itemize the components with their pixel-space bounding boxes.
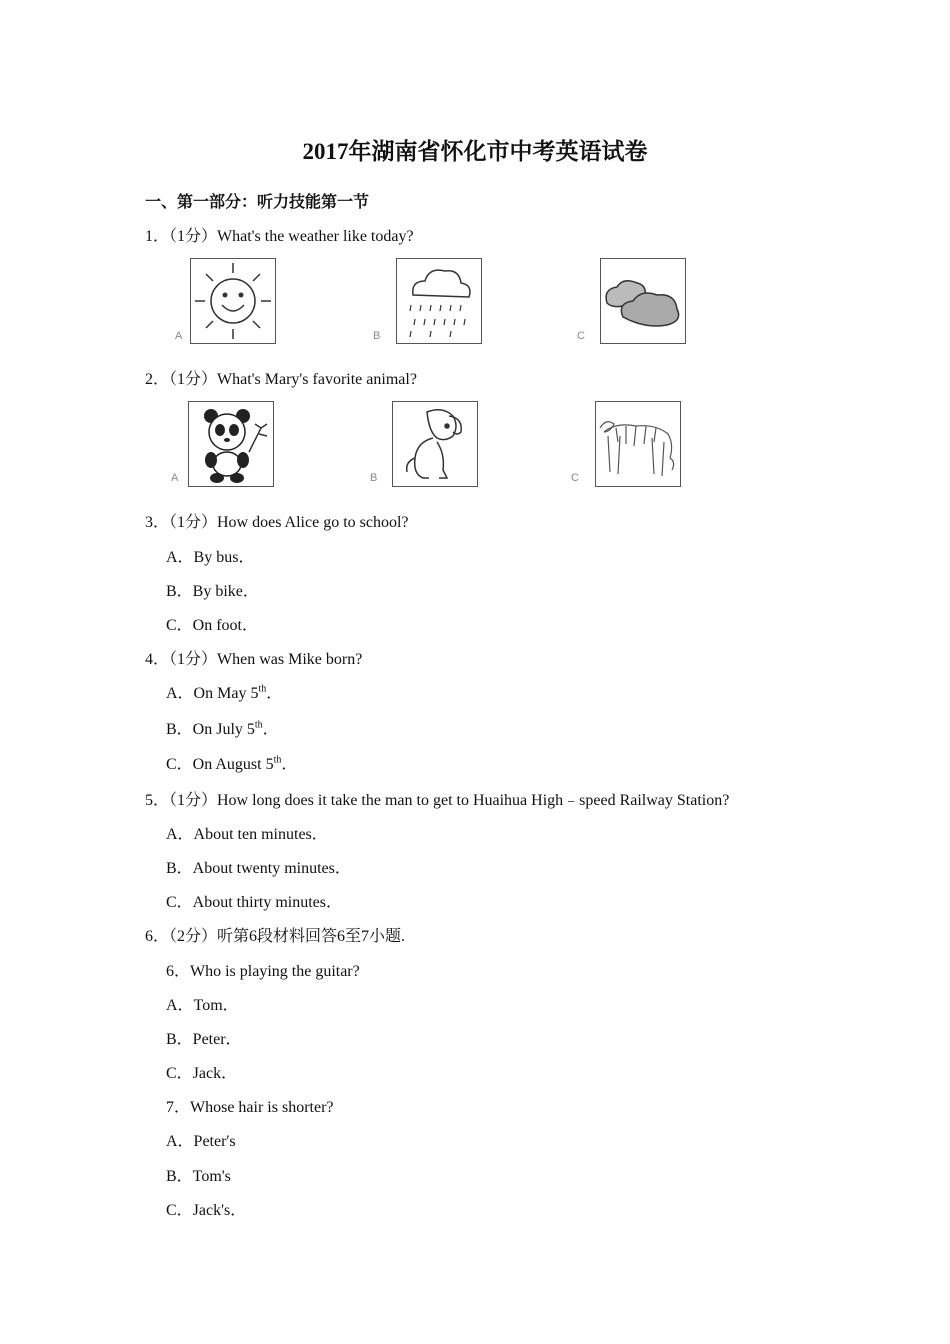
option-label-a: A bbox=[175, 330, 183, 342]
option-b[interactable]: B．About twenty minutes． bbox=[166, 860, 351, 877]
option-punct: ． bbox=[266, 685, 283, 702]
dog-icon[interactable] bbox=[392, 401, 478, 487]
option-label-b: B bbox=[370, 472, 378, 484]
option-a[interactable]: A．Peter's bbox=[166, 1133, 236, 1150]
option-a[interactable] bbox=[166, 680, 282, 703]
sun-icon[interactable] bbox=[190, 258, 276, 344]
cloudy-icon[interactable] bbox=[600, 258, 686, 344]
option-b[interactable]: B．Tom's bbox=[166, 1168, 231, 1185]
option-a[interactable]: A．By bus． bbox=[166, 549, 255, 566]
option-text: B．On July 5 bbox=[166, 721, 255, 738]
question-2: 2．（1分）What's Mary's favorite animal? bbox=[145, 371, 417, 388]
question-6: 6．（2分）听第6段材料回答6至7小题. bbox=[145, 928, 406, 945]
question-1: 1．（1分）What's the weather like today? bbox=[145, 228, 414, 245]
option-text: C．On August 5 bbox=[166, 756, 274, 773]
panda-icon[interactable] bbox=[188, 401, 274, 487]
ordinal-suffix: th bbox=[273, 754, 282, 766]
option-a[interactable]: A．About ten minutes． bbox=[166, 826, 328, 843]
option-label-a: A bbox=[171, 472, 179, 484]
option-b[interactable] bbox=[166, 716, 279, 739]
option-b[interactable]: B．By bike． bbox=[166, 583, 259, 600]
option-c[interactable]: C．About thirty minutes． bbox=[166, 894, 343, 911]
option-b[interactable]: B．Peter． bbox=[166, 1031, 242, 1048]
page-title: 2017年湖南省怀化市中考英语试卷 bbox=[302, 139, 648, 164]
tiger-icon[interactable] bbox=[595, 401, 681, 487]
question-4: 4．（1分）When was Mike born? bbox=[145, 651, 363, 668]
option-c[interactable]: C．On foot． bbox=[166, 617, 259, 634]
question-5: 5．（1分）How long does it take the man to get to Huaihua High﹣speed Railway Station? bbox=[145, 792, 730, 809]
option-label-c: C bbox=[577, 330, 585, 342]
option-c[interactable] bbox=[166, 751, 297, 774]
option-c[interactable]: C．Jack's． bbox=[166, 1202, 247, 1219]
question-3: 3．（1分）How does Alice go to school? bbox=[145, 514, 409, 531]
ordinal-suffix: th bbox=[254, 719, 263, 731]
option-punct: ． bbox=[262, 721, 279, 738]
section-heading: 一、第一部分：听力技能第一节 bbox=[145, 194, 370, 211]
option-label-b: B bbox=[373, 330, 381, 342]
ordinal-suffix: th bbox=[258, 683, 267, 695]
option-label-c: C bbox=[571, 472, 579, 484]
option-c[interactable]: C．Jack． bbox=[166, 1065, 238, 1082]
rain-cloud-icon[interactable] bbox=[396, 258, 482, 344]
sub-question-7: 7．Whose hair is shorter? bbox=[166, 1099, 334, 1116]
sub-question-6: 6．Who is playing the guitar? bbox=[166, 963, 360, 980]
option-a[interactable]: A．Tom． bbox=[166, 997, 239, 1014]
option-text: A．On May 5 bbox=[166, 685, 259, 702]
option-punct: ． bbox=[281, 756, 298, 773]
